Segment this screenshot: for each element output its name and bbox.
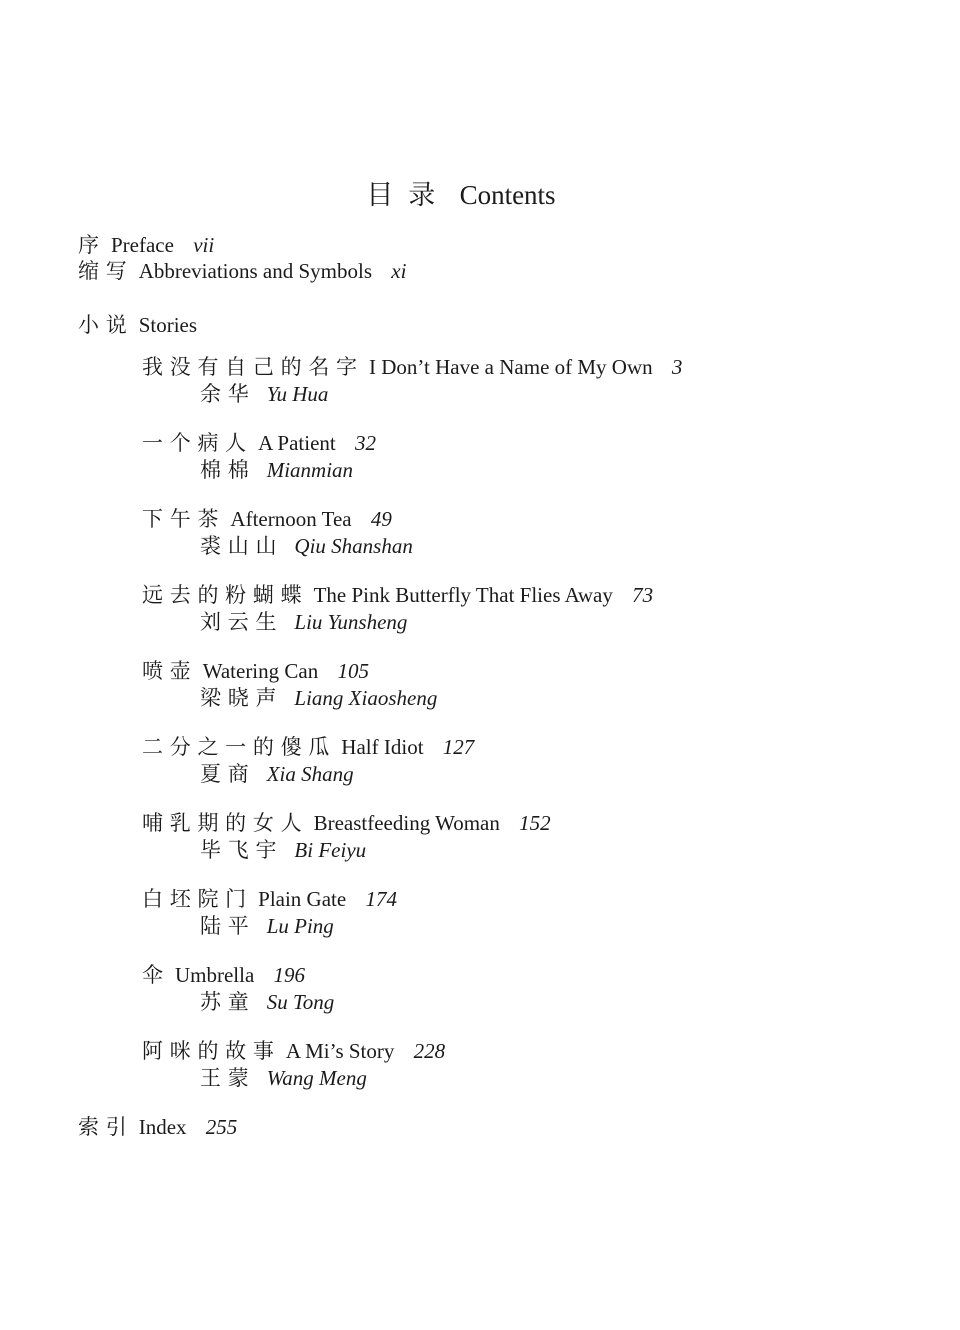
- preface-page-number: vii: [193, 233, 215, 257]
- page-title-english: Contents: [459, 180, 556, 210]
- toc-entry-preface: [78, 232, 960, 258]
- story-title-line: [142, 582, 960, 609]
- story-page-number: 105: [337, 659, 369, 683]
- story-page-number: 73: [632, 583, 654, 607]
- page-title-chinese: 目录: [366, 180, 451, 210]
- author-name-chinese: 毕飞宇: [200, 838, 284, 862]
- index-label-chinese: 索引: [78, 1115, 134, 1139]
- story-title-chinese: 白坯院门: [142, 887, 253, 911]
- story-page-number: 3: [671, 355, 683, 379]
- story-author-line: [142, 609, 960, 636]
- section-label-english: Stories: [138, 313, 198, 337]
- abbreviations-label-english: Abbreviations and Symbols: [138, 259, 373, 283]
- index-label-english: Index: [138, 1115, 187, 1139]
- story-author-line: [142, 457, 960, 484]
- abbreviations-label-chinese: 缩写: [78, 259, 134, 283]
- toc-story-entry: [142, 430, 960, 484]
- story-title-english: I Don’t Have a Name of My Own: [369, 355, 653, 379]
- story-title-chinese: 伞: [142, 963, 170, 987]
- toc-story-entry: [142, 1038, 960, 1092]
- story-title-chinese: 远去的粉蝴蝶: [142, 583, 309, 607]
- author-name-pinyin: Xia Shang: [266, 762, 354, 786]
- section-label-chinese: 小说: [78, 313, 134, 337]
- toc-story-entry: [142, 658, 960, 712]
- author-name-pinyin: Lu Ping: [266, 914, 334, 938]
- index-page-number: 255: [205, 1115, 238, 1139]
- story-title-line: [142, 1038, 960, 1065]
- story-title-line: [142, 506, 960, 533]
- story-title-chinese: 一个病人: [142, 431, 253, 455]
- author-name-chinese: 苏童: [200, 990, 256, 1014]
- story-title-english: Plain Gate: [258, 887, 347, 911]
- abbreviations-page-number: xi: [391, 259, 407, 283]
- story-title-chinese: 阿咪的故事: [142, 1039, 281, 1063]
- toc-story-entry: [142, 886, 960, 940]
- author-name-chinese: 王蒙: [200, 1066, 256, 1090]
- story-list: [142, 354, 960, 1092]
- story-title-line: [142, 354, 960, 381]
- author-name-chinese: 夏商: [200, 762, 256, 786]
- story-title-english: Watering Can: [202, 659, 319, 683]
- author-name-chinese: 棉棉: [200, 458, 256, 482]
- story-author-line: [142, 761, 960, 788]
- story-author-line: [142, 1065, 960, 1092]
- story-title-line: [142, 658, 960, 685]
- author-name-chinese: 余华: [200, 382, 256, 406]
- story-title-chinese: 哺乳期的女人: [142, 811, 309, 835]
- story-title-chinese: 喷壶: [142, 659, 198, 683]
- author-name-pinyin: Wang Meng: [266, 1066, 367, 1090]
- story-title-line: [142, 430, 960, 457]
- toc-entry-index: [78, 1114, 960, 1140]
- story-title-english: Breastfeeding Woman: [313, 811, 500, 835]
- story-author-line: [142, 381, 960, 408]
- story-page-number: 49: [370, 507, 392, 531]
- toc-story-entry: [142, 962, 960, 1016]
- author-name-pinyin: Su Tong: [266, 990, 335, 1014]
- page-title: [0, 180, 941, 210]
- story-title-chinese: 下午茶: [142, 507, 226, 531]
- toc-story-entry: [142, 506, 960, 560]
- story-page-number: 127: [442, 735, 475, 759]
- story-title-english: A Mi’s Story: [285, 1039, 395, 1063]
- story-page-number: 32: [354, 431, 376, 455]
- author-name-pinyin: Bi Feiyu: [294, 838, 367, 862]
- story-page-number: 152: [519, 811, 551, 835]
- author-name-chinese: 裘山山: [200, 534, 284, 558]
- story-author-line: [142, 685, 960, 712]
- story-title-chinese: 二分之一的傻瓜: [142, 735, 337, 759]
- section-heading-stories: [78, 312, 960, 338]
- author-name-pinyin: Yu Hua: [266, 382, 329, 406]
- toc-story-entry: [142, 354, 960, 408]
- toc-story-entry: [142, 734, 960, 788]
- preface-label-chinese: 序: [78, 233, 106, 257]
- story-title-english: The Pink Butterfly That Flies Away: [313, 583, 613, 607]
- story-title-line: [142, 886, 960, 913]
- story-title-english: Half Idiot: [341, 735, 424, 759]
- story-title-chinese: 我没有自己的名字: [142, 355, 364, 379]
- story-title-line: [142, 734, 960, 761]
- story-author-line: [142, 989, 960, 1016]
- toc-story-entry: [142, 582, 960, 636]
- toc-entry-abbreviations: [78, 258, 960, 284]
- story-title-english: Afternoon Tea: [230, 507, 352, 531]
- toc-story-entry: [142, 810, 960, 864]
- author-name-pinyin: Liang Xiaosheng: [294, 686, 438, 710]
- story-title-english: A Patient: [258, 431, 336, 455]
- story-title-line: [142, 810, 960, 837]
- author-name-chinese: 梁晓声: [200, 686, 284, 710]
- story-author-line: [142, 837, 960, 864]
- author-name-pinyin: Qiu Shanshan: [294, 534, 413, 558]
- author-name-pinyin: Liu Yunsheng: [294, 610, 408, 634]
- author-name-chinese: 陆平: [200, 914, 256, 938]
- story-author-line: [142, 533, 960, 560]
- story-title-english: Umbrella: [174, 963, 255, 987]
- author-name-pinyin: Mianmian: [266, 458, 354, 482]
- story-title-line: [142, 962, 960, 989]
- author-name-chinese: 刘云生: [200, 610, 284, 634]
- story-page-number: 174: [365, 887, 397, 911]
- story-page-number: 196: [273, 963, 306, 987]
- story-author-line: [142, 913, 960, 940]
- story-page-number: 228: [413, 1039, 446, 1063]
- preface-label-english: Preface: [110, 233, 174, 257]
